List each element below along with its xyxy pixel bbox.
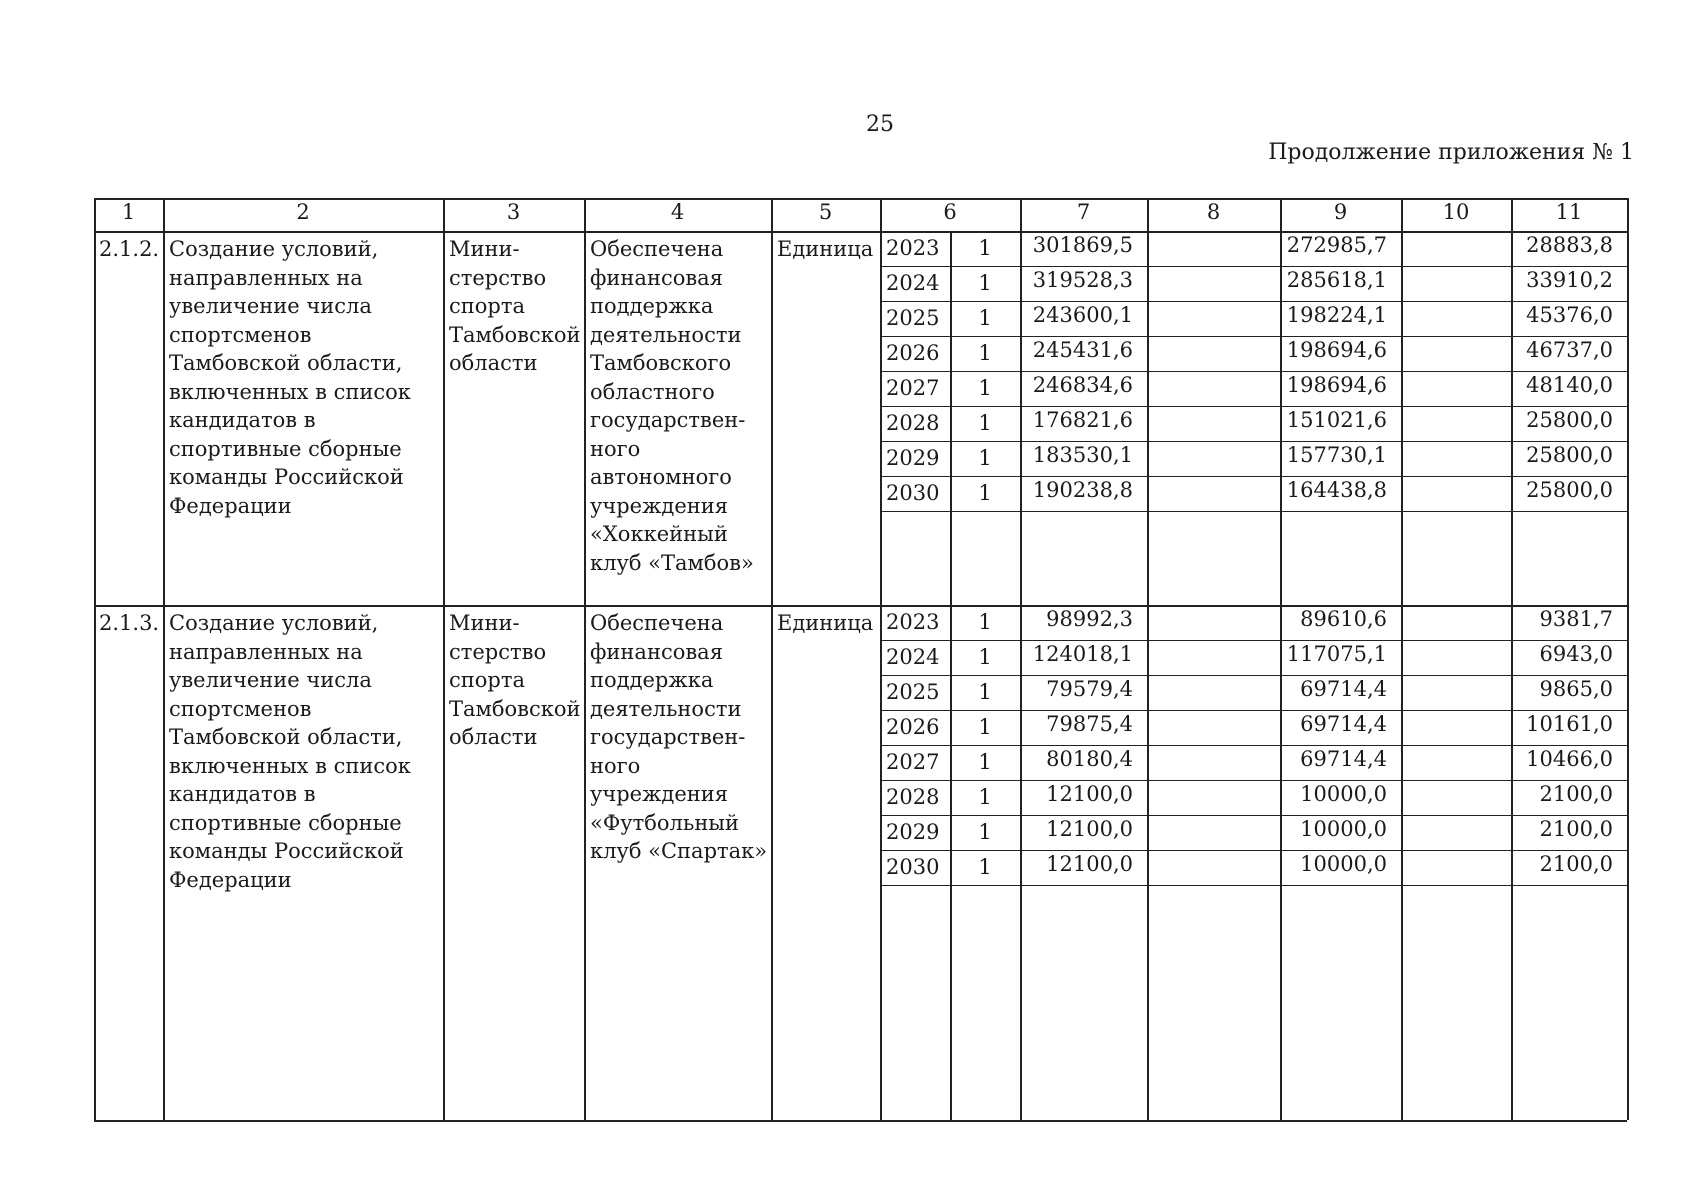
row-name: Создание условий, направленных на увеличение числа спортсменов Тамбовской области, включенных в список кандидатов в спортивные сборные команды Российской Федерации [169, 237, 411, 518]
year-cell: 2029 [886, 446, 940, 470]
col9-cell: 69714,4 [1300, 712, 1387, 736]
count-cell: 1 [978, 820, 992, 844]
count-cell: 1 [978, 610, 992, 634]
year-cell: 2024 [886, 645, 940, 669]
col9-cell: 198694,6 [1286, 338, 1387, 362]
count-cell: 1 [978, 376, 992, 400]
year-cell: 2028 [886, 411, 940, 435]
table-border-bottom [94, 1120, 1627, 1122]
page-number: 25 [866, 112, 894, 137]
row-result: Обеспечена финансовая поддержка деятельности Тамбовского областного государствен- ного автономного учреждения «Хоккейный клуб «Тамбов» [590, 237, 754, 575]
year-row-divider [880, 850, 1627, 851]
year-cell: 2024 [886, 271, 940, 295]
year-row-divider [880, 336, 1627, 337]
year-row-divider [880, 815, 1627, 816]
col11-cell: 25800,0 [1526, 443, 1613, 467]
year-row-divider [880, 675, 1627, 676]
col11-cell: 2100,0 [1539, 817, 1613, 841]
col11-cell: 25800,0 [1526, 408, 1613, 432]
total-cell: 183530,1 [1032, 443, 1133, 467]
col11-cell: 25800,0 [1526, 478, 1613, 502]
year-row-divider [880, 441, 1627, 442]
year-row-divider [880, 640, 1627, 641]
total-cell: 301869,5 [1032, 233, 1133, 257]
col9-cell: 272985,7 [1286, 233, 1387, 257]
total-cell: 190238,8 [1032, 478, 1133, 502]
header-cell: 6 [943, 200, 957, 224]
count-cell: 1 [978, 411, 992, 435]
total-cell: 124018,1 [1032, 642, 1133, 666]
col11-cell: 28883,8 [1526, 233, 1613, 257]
year-cell: 2030 [886, 481, 940, 505]
total-cell: 12100,0 [1046, 852, 1133, 876]
header-cell: 3 [506, 200, 521, 224]
total-cell: 79579,4 [1046, 677, 1133, 701]
col11-cell: 2100,0 [1539, 782, 1613, 806]
total-cell: 98992,3 [1046, 607, 1133, 631]
header-divider [94, 231, 1627, 233]
year-row-divider [880, 266, 1627, 267]
col9-cell: 157730,1 [1286, 443, 1387, 467]
col11-cell: 10466,0 [1526, 747, 1613, 771]
col9-cell: 198694,6 [1286, 373, 1387, 397]
col9-cell: 10000,0 [1300, 852, 1387, 876]
count-cell: 1 [978, 481, 992, 505]
col9-cell: 117075,1 [1286, 642, 1387, 666]
header-cell: 5 [818, 200, 833, 224]
col9-cell: 10000,0 [1300, 782, 1387, 806]
year-cell: 2023 [886, 610, 940, 634]
year-row-divider [880, 745, 1627, 746]
col9-cell: 164438,8 [1286, 478, 1387, 502]
col9-cell: 198224,1 [1286, 303, 1387, 327]
year-row-divider [880, 710, 1627, 711]
count-cell: 1 [978, 236, 992, 260]
year-cell: 2026 [886, 341, 940, 365]
col11-cell: 46737,0 [1526, 338, 1613, 362]
row-code: 2.1.2. [99, 237, 160, 261]
row-ministry: Мини- стерство спорта Тамбовской области [449, 237, 581, 375]
col11-cell: 48140,0 [1526, 373, 1613, 397]
row-ministry: Мини- стерство спорта Тамбовской области [449, 611, 581, 749]
year-cell: 2023 [886, 236, 940, 260]
count-cell: 1 [978, 785, 992, 809]
year-row-divider [880, 780, 1627, 781]
col9-cell: 69714,4 [1300, 677, 1387, 701]
col9-cell: 151021,6 [1286, 408, 1387, 432]
total-cell: 243600,1 [1032, 303, 1133, 327]
header-cell: 11 [1555, 200, 1583, 224]
header-cell: 10 [1442, 200, 1470, 224]
year-cell: 2029 [886, 820, 940, 844]
year-cell: 2028 [886, 785, 940, 809]
col9-cell: 10000,0 [1300, 817, 1387, 841]
count-cell: 1 [978, 855, 992, 879]
total-cell: 12100,0 [1046, 782, 1133, 806]
col11-cell: 10161,0 [1526, 712, 1613, 736]
total-cell: 79875,4 [1046, 712, 1133, 736]
year-cell: 2030 [886, 855, 940, 879]
row-result: Обеспечена финансовая поддержка деятельности государствен- ного учреждения «Футбольный клуб «Спартак» [590, 611, 768, 863]
count-cell: 1 [978, 645, 992, 669]
year-row-divider [880, 301, 1627, 302]
year-row-divider [880, 885, 1627, 886]
col11-cell: 45376,0 [1526, 303, 1613, 327]
header-cell: 7 [1076, 200, 1091, 224]
col11-cell: 6943,0 [1539, 642, 1613, 666]
total-cell: 176821,6 [1032, 408, 1133, 432]
header-cell: 4 [670, 200, 685, 224]
column-divider [443, 198, 445, 1120]
row-unit: Единица [777, 237, 874, 261]
year-cell: 2025 [886, 306, 940, 330]
column-divider [94, 198, 96, 1120]
row-name: Создание условий, направленных на увеличение числа спортсменов Тамбовской области, включенных в список кандидатов в спортивные сборные команды Российской Федерации [169, 611, 411, 892]
year-row-divider [880, 406, 1627, 407]
year-row-divider [880, 476, 1627, 477]
year-row-divider [880, 511, 1627, 512]
count-cell: 1 [978, 680, 992, 704]
column-divider [163, 198, 165, 1120]
year-row-divider [880, 371, 1627, 372]
header-cell: 2 [296, 200, 310, 224]
header-cell: 8 [1206, 200, 1221, 224]
col9-cell: 69714,4 [1300, 747, 1387, 771]
count-cell: 1 [978, 715, 992, 739]
count-cell: 1 [978, 446, 992, 470]
col11-cell: 33910,2 [1526, 268, 1613, 292]
column-divider [584, 198, 586, 1120]
year-cell: 2027 [886, 376, 940, 400]
count-cell: 1 [978, 341, 992, 365]
year-cell: 2026 [886, 715, 940, 739]
year-cell: 2027 [886, 750, 940, 774]
row-code: 2.1.3. [99, 611, 160, 635]
col11-cell: 9381,7 [1539, 607, 1613, 631]
row-unit: Единица [777, 611, 874, 635]
total-cell: 80180,4 [1046, 747, 1133, 771]
col11-cell: 2100,0 [1539, 852, 1613, 876]
count-cell: 1 [978, 750, 992, 774]
appendix-note: Продолжение приложения № 1 [1268, 140, 1634, 165]
header-cell: 9 [1333, 200, 1348, 224]
col9-cell: 285618,1 [1286, 268, 1387, 292]
year-cell: 2025 [886, 680, 940, 704]
total-cell: 319528,3 [1032, 268, 1133, 292]
total-cell: 245431,6 [1032, 338, 1133, 362]
count-cell: 1 [978, 306, 992, 330]
col9-cell: 89610,6 [1300, 607, 1387, 631]
row-divider [94, 605, 1627, 607]
col11-cell: 9865,0 [1539, 677, 1613, 701]
header-cell: 1 [121, 200, 136, 224]
count-cell: 1 [978, 271, 992, 295]
column-divider [1627, 198, 1629, 1120]
total-cell: 12100,0 [1046, 817, 1133, 841]
total-cell: 246834,6 [1032, 373, 1133, 397]
